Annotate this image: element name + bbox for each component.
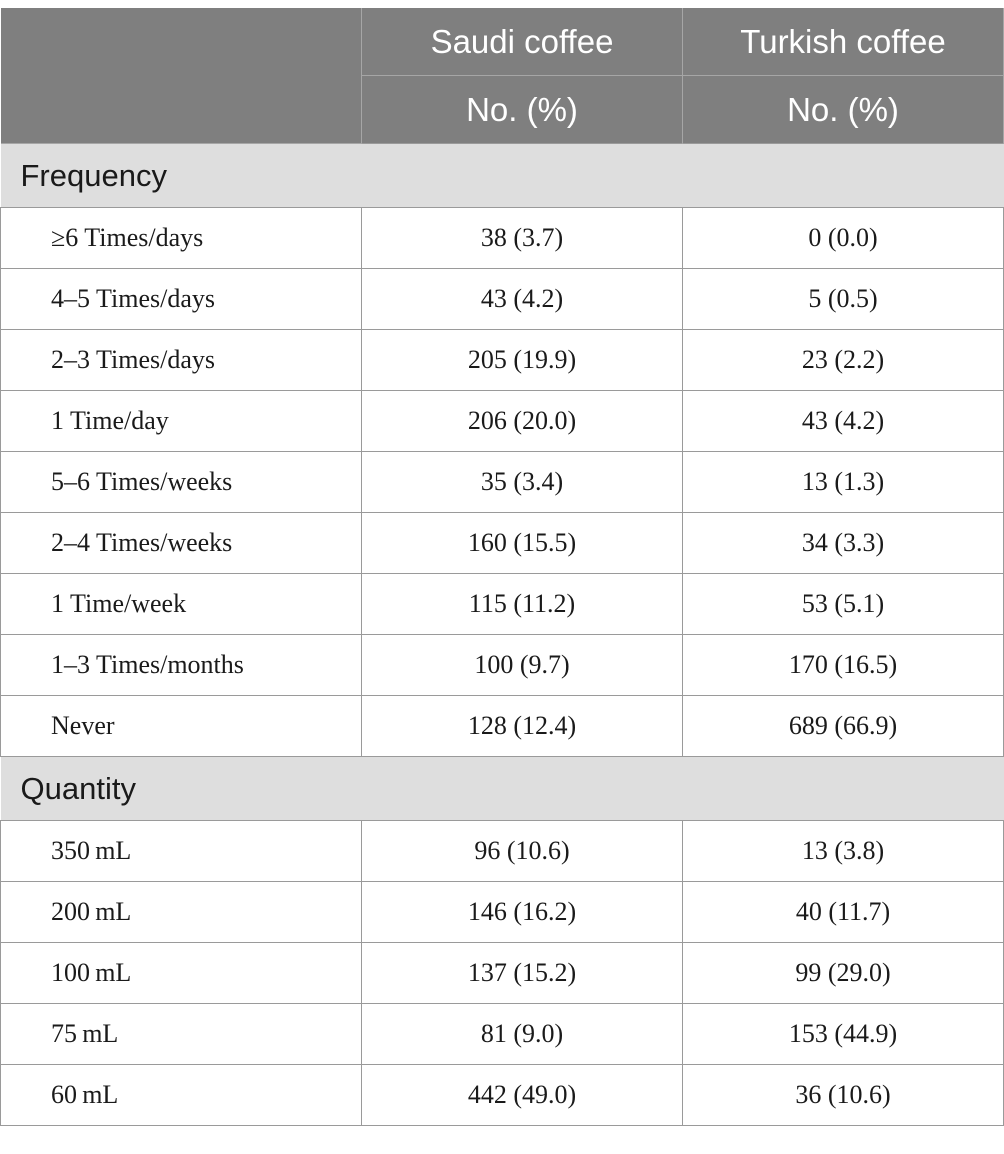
table-row	[1, 574, 1004, 635]
table-row	[1, 208, 1004, 269]
turkish-coffee-value: 153 (44.9)	[683, 1004, 1004, 1065]
header-saudi-unit: No. (%)	[362, 76, 683, 144]
header-turkish-coffee: Turkish coffee	[683, 8, 1004, 76]
saudi-coffee-value: 115 (11.2)	[362, 574, 683, 635]
section-title: Frequency	[1, 144, 1004, 208]
turkish-coffee-value: 36 (10.6)	[683, 1065, 1004, 1126]
saudi-coffee-value: 128 (12.4)	[362, 696, 683, 757]
turkish-coffee-value: 99 (29.0)	[683, 943, 1004, 1004]
row-label: 75 mL	[1, 1004, 362, 1065]
saudi-coffee-value: 137 (15.2)	[362, 943, 683, 1004]
turkish-coffee-value: 23 (2.2)	[683, 330, 1004, 391]
row-label: 350 mL	[1, 821, 362, 882]
table-row	[1, 882, 1004, 943]
turkish-coffee-value: 40 (11.7)	[683, 882, 1004, 943]
row-label: 5–6 Times/weeks	[1, 452, 362, 513]
table-row	[1, 1004, 1004, 1065]
row-label: 1 Time/day	[1, 391, 362, 452]
header-blank-cell	[1, 8, 362, 144]
turkish-coffee-value: 13 (3.8)	[683, 821, 1004, 882]
row-label: 1 Time/week	[1, 574, 362, 635]
table-row	[1, 696, 1004, 757]
saudi-coffee-value: 205 (19.9)	[362, 330, 683, 391]
row-label: 4–5 Times/days	[1, 269, 362, 330]
row-label: 2–4 Times/weeks	[1, 513, 362, 574]
saudi-coffee-value: 160 (15.5)	[362, 513, 683, 574]
saudi-coffee-value: 146 (16.2)	[362, 882, 683, 943]
table-row	[1, 513, 1004, 574]
saudi-coffee-value: 81 (9.0)	[362, 1004, 683, 1065]
saudi-coffee-value: 38 (3.7)	[362, 208, 683, 269]
table-row	[1, 391, 1004, 452]
row-label: ≥6 Times/days	[1, 208, 362, 269]
section-row	[1, 757, 1004, 821]
turkish-coffee-value: 53 (5.1)	[683, 574, 1004, 635]
table-row	[1, 943, 1004, 1004]
table-header	[1, 8, 1004, 144]
saudi-coffee-value: 442 (49.0)	[362, 1065, 683, 1126]
section-title: Quantity	[1, 757, 1004, 821]
turkish-coffee-value: 5 (0.5)	[683, 269, 1004, 330]
turkish-coffee-value: 34 (3.3)	[683, 513, 1004, 574]
table-row	[1, 635, 1004, 696]
header-turkish-unit: No. (%)	[683, 76, 1004, 144]
table-row	[1, 452, 1004, 513]
row-label: 60 mL	[1, 1065, 362, 1126]
turkish-coffee-value: 13 (1.3)	[683, 452, 1004, 513]
table-row	[1, 330, 1004, 391]
table-row	[1, 1065, 1004, 1126]
saudi-coffee-value: 96 (10.6)	[362, 821, 683, 882]
turkish-coffee-value: 170 (16.5)	[683, 635, 1004, 696]
row-label: 2–3 Times/days	[1, 330, 362, 391]
turkish-coffee-value: 43 (4.2)	[683, 391, 1004, 452]
row-label: 200 mL	[1, 882, 362, 943]
coffee-consumption-table-container	[0, 8, 1003, 1126]
turkish-coffee-value: 0 (0.0)	[683, 208, 1004, 269]
saudi-coffee-value: 206 (20.0)	[362, 391, 683, 452]
saudi-coffee-value: 100 (9.7)	[362, 635, 683, 696]
coffee-consumption-table	[0, 8, 1004, 1126]
section-row	[1, 144, 1004, 208]
table-row	[1, 821, 1004, 882]
table-body	[1, 144, 1004, 1126]
turkish-coffee-value: 689 (66.9)	[683, 696, 1004, 757]
row-label: 1–3 Times/months	[1, 635, 362, 696]
row-label: Never	[1, 696, 362, 757]
table-row	[1, 269, 1004, 330]
header-row-titles	[1, 8, 1004, 76]
saudi-coffee-value: 43 (4.2)	[362, 269, 683, 330]
saudi-coffee-value: 35 (3.4)	[362, 452, 683, 513]
row-label: 100 mL	[1, 943, 362, 1004]
header-saudi-coffee: Saudi coffee	[362, 8, 683, 76]
